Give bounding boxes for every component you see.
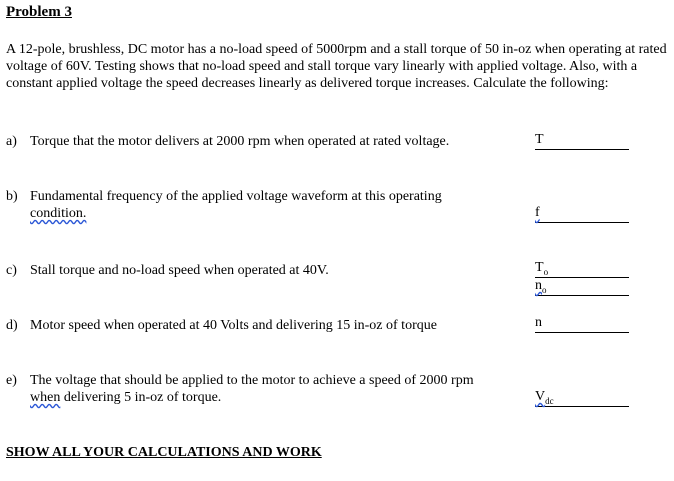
answer-symbol-main: n [535,278,542,293]
answer-symbol-subscript: o [543,266,549,277]
question-letter: d) [6,318,18,333]
problem-title: Problem 3 [6,4,72,20]
answer-blank-voltage[interactable] [535,389,629,407]
answer-blank-stall-torque[interactable] [535,260,629,278]
question-letter: a) [6,134,17,149]
instructions-footer: SHOW ALL YOUR CALCULATIONS AND WORK [6,445,322,460]
answer-symbol-subscript: o [542,284,547,295]
question-text-line-1: The voltage that should be applied to the motor to achieve a speed of 2000 rpm [30,373,474,388]
question-letter: b) [6,189,18,204]
answer-symbol: T [535,132,544,147]
answer-symbol: n [535,315,542,330]
question-d [6,317,526,335]
question-text: Torque that the motor delivers at 2000 rpm when operated at rated voltage. [30,134,450,149]
answer-blank-torque[interactable] [535,132,629,150]
answer-symbol [535,389,554,404]
answer-symbol-main: T [535,260,544,275]
question-letter: e) [6,373,17,388]
question-letter: c) [6,263,17,278]
question-b [6,188,526,224]
answer-symbol-main: V [535,389,546,404]
question-text: Stall torque and no-load speed when operated at 40V. [30,263,329,278]
answer-blank-frequency[interactable] [535,205,629,223]
question-a [6,133,526,151]
question-text [30,188,442,222]
problem-statement: A 12-pole, brushless, DC motor has a no-load speed of 5000rpm and a stall torque of 50 in-oz when operating at rated voltage of 60V. Testing shows that no-load speed and stall torque vary linearly with applied voltage. Also, with a constant applied voltage the speed decreases linearly as delivered torque increases. Calculate the following: [6,42,667,92]
question-text: Motor speed when operated at 40 Volts and delivering 15 in-oz of torque [30,318,437,333]
question-text [30,372,474,406]
answer-blank-no-load-speed[interactable] [535,278,629,296]
answer-blank-motor-speed[interactable] [535,315,629,333]
question-c [6,262,526,280]
question-e [6,372,546,408]
question-text-line-2-end: delivering 5 in-oz of torque. [60,390,222,406]
answer-symbol [535,278,547,293]
answer-symbol: f [535,205,540,220]
question-text-line-2-start: when [30,390,61,406]
answer-symbol [535,260,548,275]
question-text-line-1: Fundamental frequency of the applied voltage waveform at this operating [30,189,442,204]
answer-symbol-subscript: dc [545,395,554,406]
question-text-line-2: condition. [30,206,87,222]
